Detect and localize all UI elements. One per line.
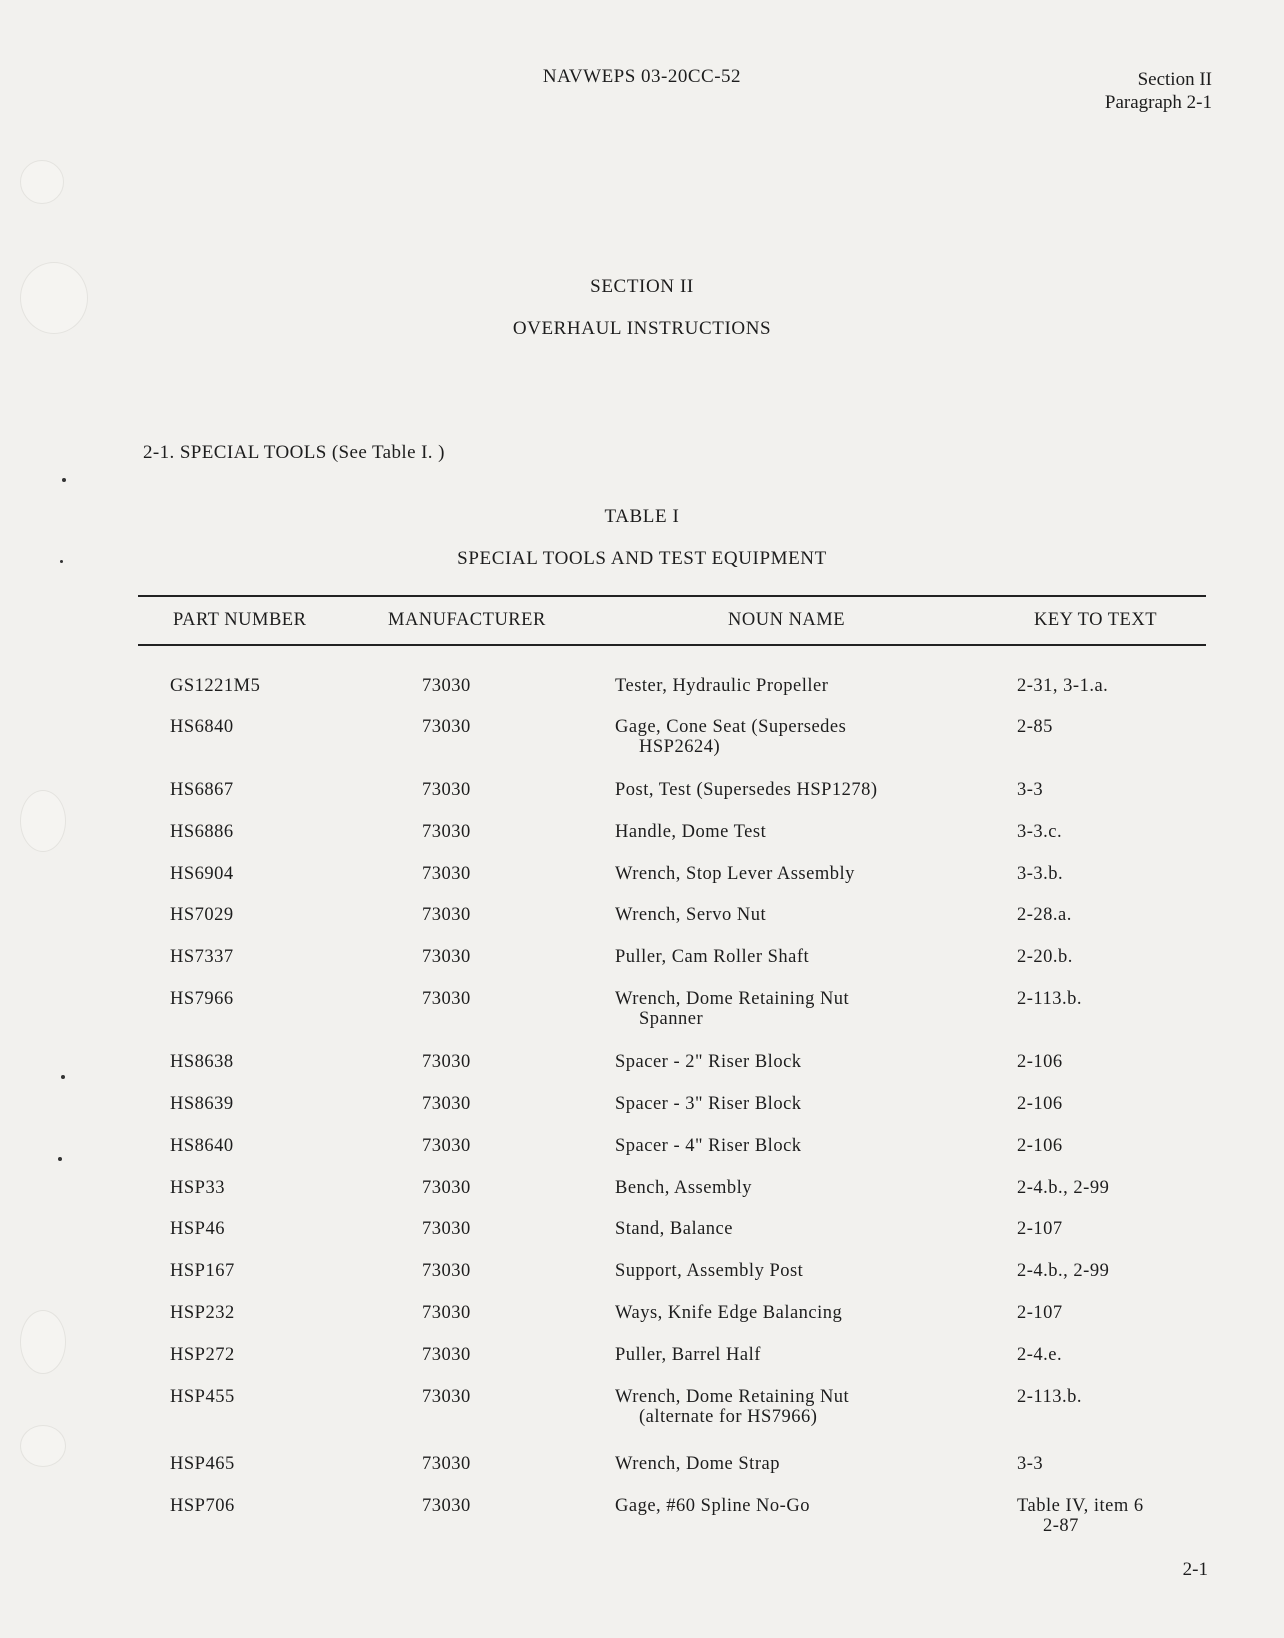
key-to-text-line: 3-3.b. [1017,864,1064,884]
key-to-text-cell [1017,1261,1109,1281]
key-to-text-cell [1017,717,1053,737]
key-to-text-cell [1017,676,1108,696]
noun-name-line: Handle, Dome Test [615,822,767,842]
key-to-text-line: Table IV, item 6 [1017,1496,1144,1516]
key-to-text-line: 2-85 [1017,717,1053,737]
manufacturer-cell: 73030 [422,1345,471,1365]
key-to-text-line: 2-106 [1017,1136,1063,1156]
table-header-rule [138,644,1206,646]
noun-name-line: Wrench, Dome Retaining Nut [615,989,850,1009]
noun-name-cell [615,905,766,925]
paragraph-heading: 2-1. SPECIAL TOOLS (See Table I. ) [143,442,445,463]
noun-name-line: Tester, Hydraulic Propeller [615,676,829,696]
key-to-text-line: 2-20.b. [1017,947,1073,967]
noun-name-line: Spacer - 4" Riser Block [615,1136,802,1156]
key-to-text-line: 2-4.b., 2-99 [1017,1261,1110,1281]
part-number-cell: HS7966 [170,989,234,1009]
manufacturer-cell: 73030 [422,1454,471,1474]
noun-name-line: Gage, Cone Seat (Supersedes [615,717,847,737]
key-to-text-cell [1017,905,1072,925]
part-number-cell: HSP167 [170,1261,235,1281]
part-number-cell: HSP272 [170,1345,235,1365]
noun-name-line: Spacer - 2" Riser Block [615,1052,802,1072]
scan-mark [62,478,66,482]
table-caption: TABLE I [604,506,680,527]
key-to-text-cell [1017,1219,1063,1239]
noun-name-cell [615,1178,752,1198]
key-to-text-cell [1017,1454,1043,1474]
manufacturer-cell: 73030 [422,1094,471,1114]
section-label: Section II [1137,69,1212,90]
noun-name-cell [615,947,809,967]
part-number-cell: HS7029 [170,905,234,925]
part-number-cell: HSP46 [170,1219,225,1239]
part-number-cell: HSP706 [170,1496,235,1516]
key-to-text-cell [1017,1178,1109,1198]
key-to-text-line: 2-4.b., 2-99 [1017,1178,1110,1198]
key-to-text-cell [1017,822,1062,842]
key-to-text-line: 2-28.a. [1017,905,1072,925]
noun-name-cell [615,676,828,696]
noun-name-line: Puller, Barrel Half [615,1345,761,1365]
noun-name-line: Gage, #60 Spline No-Go [615,1496,810,1516]
scan-mark [58,1157,62,1161]
section-reference [1105,68,1212,114]
part-number-cell: HSP232 [170,1303,235,1323]
key-to-text-line: 2-106 [1017,1094,1063,1114]
manufacturer-cell: 73030 [422,780,471,800]
manufacturer-cell: 73030 [422,1261,471,1281]
key-to-text-cell [1017,1052,1063,1072]
part-number-cell: HSP465 [170,1454,235,1474]
key-to-text-line: 2-113.b. [1017,989,1082,1009]
manufacturer-cell: 73030 [422,822,471,842]
part-number-cell: GS1221M5 [170,676,261,696]
key-to-text-line: 2-107 [1017,1219,1063,1239]
manufacturer-cell: 73030 [422,676,471,696]
part-number-cell: HSP455 [170,1387,235,1407]
noun-name-cell [615,1136,802,1156]
paragraph-label: Paragraph 2-1 [1104,92,1212,113]
part-number-cell: HS6886 [170,822,234,842]
key-to-text-line: 3-3 [1017,1454,1044,1474]
noun-name-line: Stand, Balance [615,1219,733,1239]
punch-hole [20,1425,66,1467]
key-to-text-cell [1017,1094,1063,1114]
noun-name-cell [615,1303,842,1323]
key-to-text-line: 2-113.b. [1017,1387,1082,1407]
part-number-cell: HS8638 [170,1052,234,1072]
manufacturer-cell: 73030 [422,1303,471,1323]
noun-name-cell [615,1454,780,1474]
noun-name-line: Wrench, Stop Lever Assembly [615,864,855,884]
noun-name-continuation: HSP2624) [639,737,721,757]
noun-name-continuation: (alternate for HS7966) [639,1407,818,1427]
column-header-part-number: PART NUMBER [173,610,307,630]
key-to-text-line: 2-107 [1017,1303,1063,1323]
manufacturer-cell: 73030 [422,1496,471,1516]
noun-name-continuation: Spanner [639,1009,704,1029]
key-to-text-line: 2-4.e. [1017,1345,1063,1365]
noun-name-cell [615,1496,810,1516]
noun-name-cell [615,717,846,757]
part-number-cell: HS6840 [170,717,234,737]
part-number-cell: HS6867 [170,780,234,800]
manufacturer-cell: 73030 [422,1178,471,1198]
noun-name-line: Wrench, Dome Strap [615,1454,780,1474]
key-to-text-cell [1017,989,1082,1009]
key-to-text-line: 3-3 [1017,780,1044,800]
key-to-text-line: 3-3.c. [1017,822,1063,842]
manufacturer-cell: 73030 [422,1387,471,1407]
manufacturer-cell: 73030 [422,1136,471,1156]
punch-hole [20,790,66,852]
scan-mark [61,1075,65,1079]
key-to-text-line: 2-31, 3-1.a. [1017,676,1109,696]
table-title: SPECIAL TOOLS AND TEST EQUIPMENT [457,548,827,569]
section-title: SECTION II [590,276,694,297]
key-to-text-continuation: 2-87 [1043,1516,1079,1536]
punch-hole [20,160,64,204]
manufacturer-cell: 73030 [422,947,471,967]
noun-name-cell [615,1219,733,1239]
column-header-key-to-text: KEY TO TEXT [1034,610,1158,630]
noun-name-line: Puller, Cam Roller Shaft [615,947,810,967]
part-number-cell: HS8640 [170,1136,234,1156]
column-header-noun-name: NOUN NAME [728,610,846,630]
part-number-cell: HS8639 [170,1094,234,1114]
manufacturer-cell: 73030 [422,864,471,884]
column-header-manufacturer: MANUFACTURER [388,610,546,630]
noun-name-line: Ways, Knife Edge Balancing [615,1303,843,1323]
noun-name-cell [615,1345,761,1365]
key-to-text-cell [1017,1496,1144,1536]
manufacturer-cell: 73030 [422,717,471,737]
noun-name-line: Wrench, Servo Nut [615,905,767,925]
key-to-text-cell [1017,1303,1063,1323]
key-to-text-cell [1017,1136,1063,1156]
noun-name-cell [615,1387,849,1427]
noun-name-line: Wrench, Dome Retaining Nut [615,1387,850,1407]
page-number: 2-1 [1182,1559,1208,1580]
noun-name-line: Post, Test (Supersedes HSP1278) [615,780,878,800]
table-top-rule [138,595,1206,597]
key-to-text-cell [1017,864,1063,884]
noun-name-cell [615,989,849,1029]
noun-name-cell [615,1094,802,1114]
noun-name-cell [615,822,766,842]
noun-name-line: Spacer - 3" Riser Block [615,1094,802,1114]
manufacturer-cell: 73030 [422,1219,471,1239]
key-to-text-cell [1017,780,1043,800]
noun-name-cell [615,1261,803,1281]
part-number-cell: HS6904 [170,864,234,884]
manufacturer-cell: 73030 [422,905,471,925]
part-number-cell: HSP33 [170,1178,225,1198]
noun-name-cell [615,1052,802,1072]
key-to-text-cell [1017,947,1073,967]
key-to-text-cell [1017,1345,1062,1365]
noun-name-line: Support, Assembly Post [615,1261,804,1281]
document-number: NAVWEPS 03-20CC-52 [542,66,742,87]
key-to-text-line: 2-106 [1017,1052,1063,1072]
part-number-cell: HS7337 [170,947,234,967]
manufacturer-cell: 73030 [422,1052,471,1072]
punch-hole [20,1310,66,1374]
key-to-text-cell [1017,1387,1082,1407]
noun-name-line: Bench, Assembly [615,1178,752,1198]
section-subtitle: OVERHAUL INSTRUCTIONS [512,318,772,339]
noun-name-cell [615,780,878,800]
manufacturer-cell: 73030 [422,989,471,1009]
noun-name-cell [615,864,855,884]
